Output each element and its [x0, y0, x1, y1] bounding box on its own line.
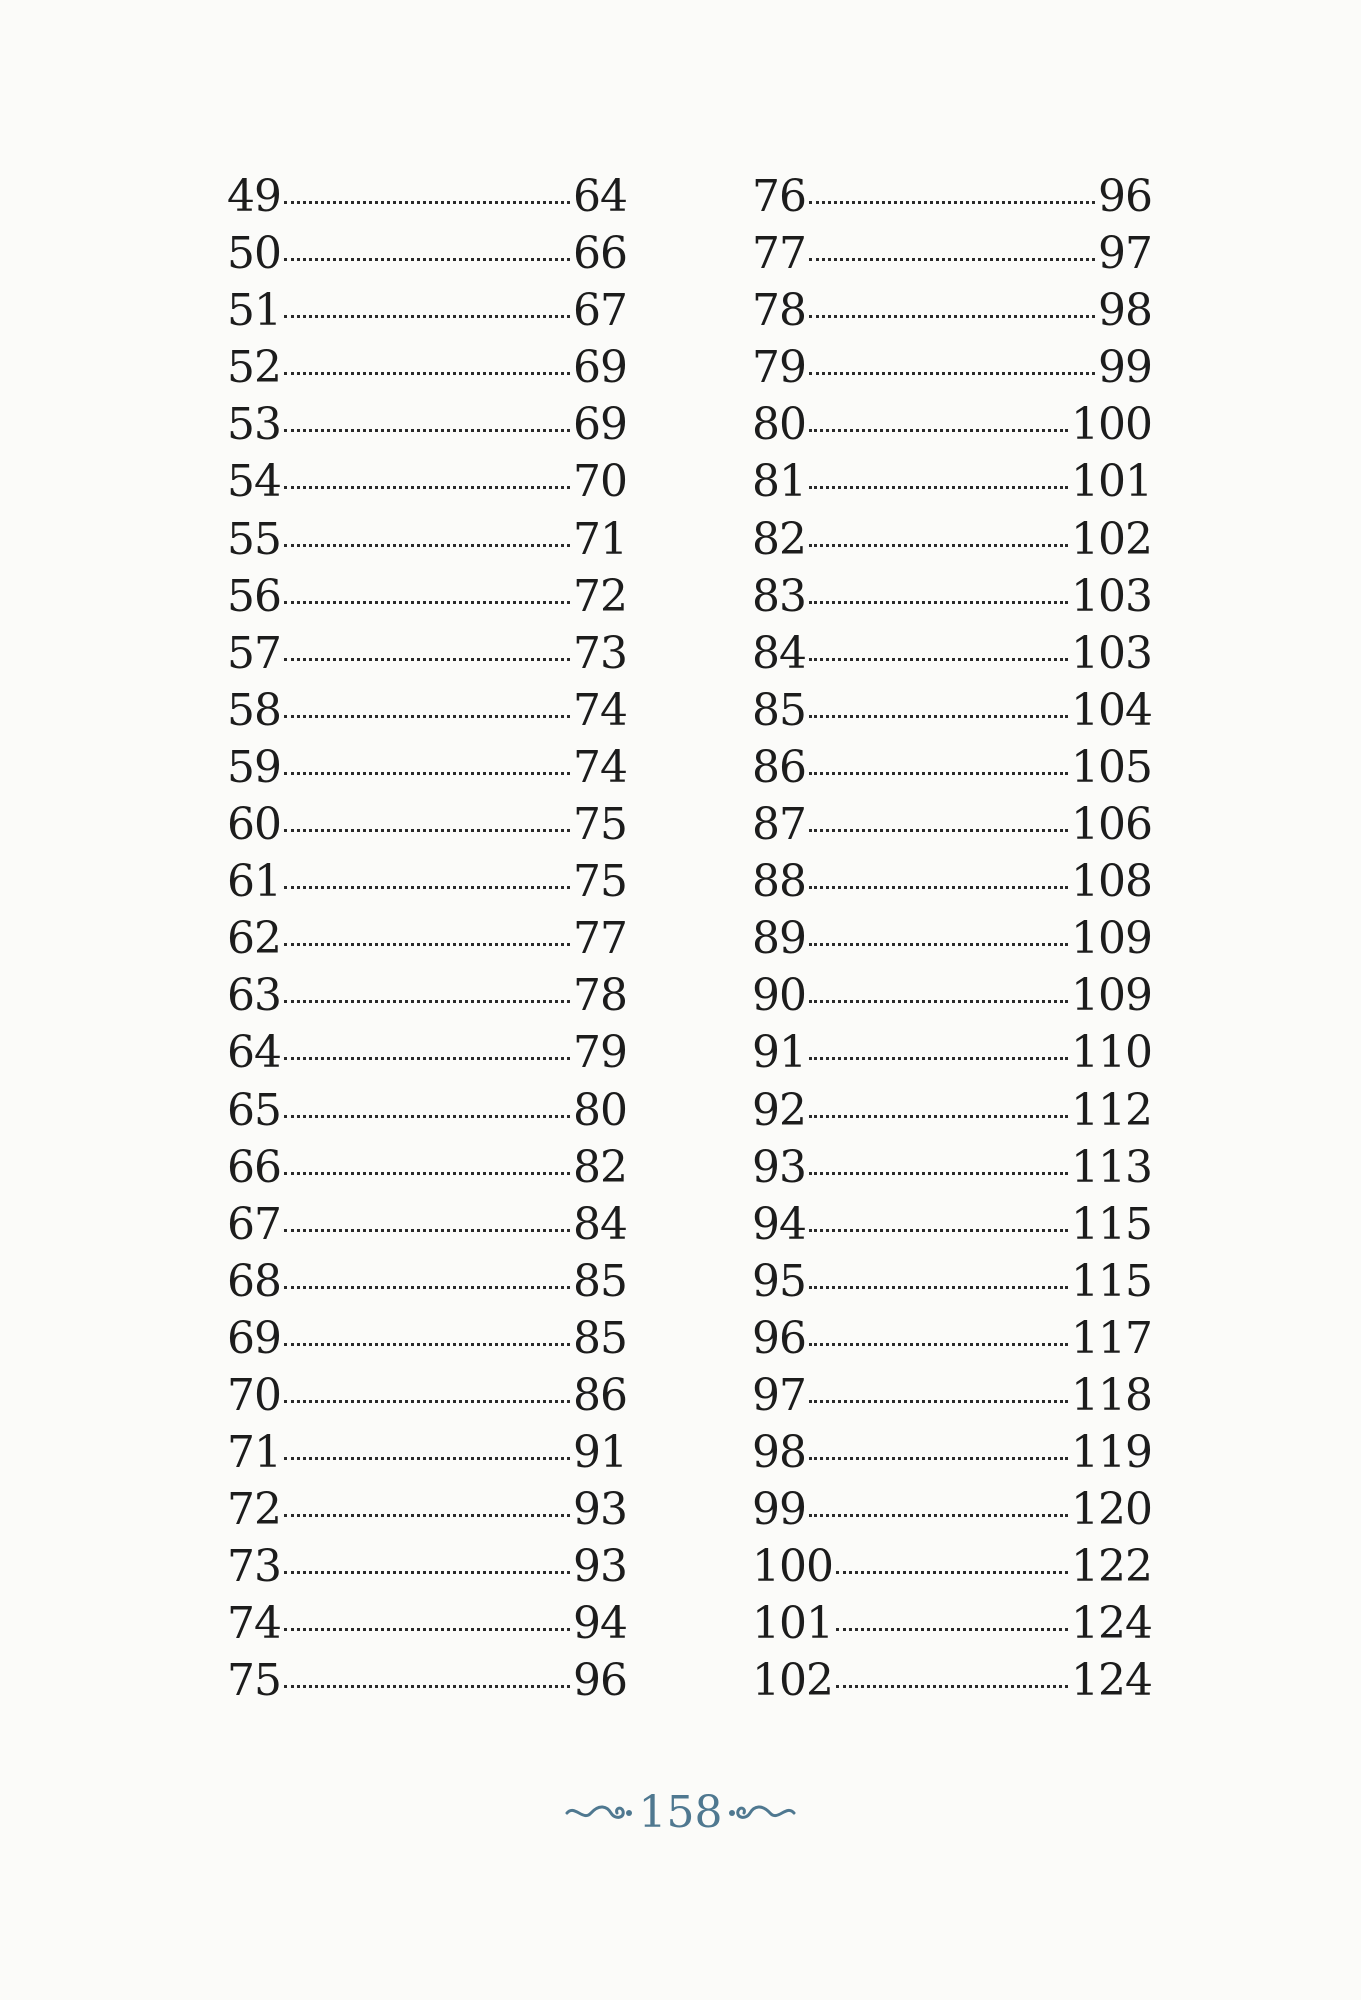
index-entry-number: 54: [227, 456, 281, 508]
index-entry-page: 72: [573, 570, 627, 622]
dot-leader: [284, 715, 570, 718]
dot-leader: [284, 1057, 570, 1060]
index-entry-page: 82: [573, 1141, 627, 1193]
dot-leader: [284, 1571, 570, 1574]
dot-leader: [284, 829, 570, 832]
index-column-left: [227, 168, 627, 1710]
index-entry: [227, 1595, 627, 1652]
index-entry-page: 102: [1071, 513, 1152, 565]
index-entry-page: 118: [1071, 1369, 1152, 1421]
index-entry: [752, 1595, 1152, 1652]
index-entry-page: 69: [573, 342, 627, 394]
index-entry: [752, 453, 1152, 510]
index-entry: [227, 796, 627, 853]
index-entry-page: 93: [573, 1541, 627, 1593]
index-entry: [752, 1253, 1152, 1310]
dot-leader: [809, 201, 1095, 204]
index-entry: [227, 967, 627, 1024]
index-entry-number: 67: [227, 1198, 281, 1250]
page-footer: [0, 1785, 1361, 1841]
dot-leader: [284, 258, 570, 261]
index-entry-page: 115: [1071, 1255, 1152, 1307]
dot-leader: [284, 429, 570, 432]
dot-leader: [284, 943, 570, 946]
dot-leader: [284, 1457, 570, 1460]
dot-leader: [809, 486, 1068, 489]
dot-leader: [284, 1115, 570, 1118]
index-entry-page: 98: [1098, 285, 1152, 337]
index-entry-page: 79: [573, 1027, 627, 1079]
index-entry: [227, 1424, 627, 1481]
index-entry: [752, 1024, 1152, 1081]
index-entry-page: 109: [1071, 970, 1152, 1022]
index-entry: [227, 853, 627, 910]
index-entry-page: 84: [573, 1198, 627, 1250]
index-entry-page: 109: [1071, 913, 1152, 965]
index-entry-page: 110: [1071, 1027, 1152, 1079]
index-entry: [227, 1024, 627, 1081]
index-entry-number: 102: [752, 1655, 833, 1707]
index-entry: [752, 339, 1152, 396]
index-entry-number: 87: [752, 799, 806, 851]
index-entry: [227, 1139, 627, 1196]
dot-leader: [284, 544, 570, 547]
index-entry-page: 67: [573, 285, 627, 337]
dot-leader: [809, 1286, 1068, 1289]
index-entry-number: 82: [752, 513, 806, 565]
index-entry-number: 77: [752, 228, 806, 280]
index-entry-page: 104: [1071, 684, 1152, 736]
index-entry: [752, 1367, 1152, 1424]
dot-leader: [809, 886, 1068, 889]
index-entry-page: 74: [573, 684, 627, 736]
index-entry-page: 86: [573, 1369, 627, 1421]
index-entry-number: 49: [227, 171, 281, 222]
dot-leader: [809, 429, 1068, 432]
index-entry-number: 89: [752, 913, 806, 965]
index-entry: [227, 910, 627, 967]
index-entry: [227, 511, 627, 568]
index-entry-number: 83: [752, 570, 806, 622]
index-entry-page: 103: [1071, 570, 1152, 622]
dot-leader: [809, 1172, 1068, 1175]
index-entry-number: 94: [752, 1198, 806, 1250]
index-entry-page: 69: [573, 399, 627, 451]
index-entry: [752, 282, 1152, 339]
index-entry: [227, 682, 627, 739]
index-entry-number: 63: [227, 970, 281, 1022]
index-entry-number: 99: [752, 1484, 806, 1536]
index-column-right: [752, 168, 1152, 1710]
index-entry-page: 101: [1071, 456, 1152, 508]
dot-leader: [809, 1115, 1068, 1118]
index-entry-number: 72: [227, 1484, 281, 1536]
dot-leader: [284, 1400, 570, 1403]
dot-leader: [284, 1000, 570, 1003]
index-entry-number: 57: [227, 627, 281, 679]
index-entry-number: 74: [227, 1598, 281, 1650]
index-entry-number: 53: [227, 399, 281, 451]
index-entry: [752, 625, 1152, 682]
index-entry-page: 115: [1071, 1198, 1152, 1250]
index-entry: [227, 396, 627, 453]
dot-leader: [809, 1000, 1068, 1003]
index-entry-number: 52: [227, 342, 281, 394]
index-entry: [227, 1082, 627, 1139]
index-entry-number: 69: [227, 1312, 281, 1364]
index-entry: [752, 682, 1152, 739]
index-entry-number: 86: [752, 741, 806, 793]
index-entry: [227, 453, 627, 510]
index-entry-number: 59: [227, 741, 281, 793]
index-entry: [227, 168, 627, 225]
index-entry-number: 78: [752, 285, 806, 337]
index-entry-page: 100: [1071, 399, 1152, 451]
index-entry: [227, 1196, 627, 1253]
index-entry-page: 91: [573, 1427, 627, 1479]
index-entry-number: 75: [227, 1655, 281, 1707]
index-entry-page: 75: [573, 856, 627, 908]
dot-leader: [809, 601, 1068, 604]
index-entry-number: 90: [752, 970, 806, 1022]
swirl-ornament-left-icon: [563, 1800, 633, 1826]
index-entry-page: 70: [573, 456, 627, 508]
dot-leader: [836, 1571, 1068, 1574]
index-entry-number: 58: [227, 684, 281, 736]
dot-leader: [809, 1514, 1068, 1517]
index-entry: [752, 796, 1152, 853]
dot-leader: [284, 772, 570, 775]
index-entry: [752, 1652, 1152, 1709]
dot-leader: [809, 1400, 1068, 1403]
index-entry: [752, 1082, 1152, 1139]
index-entry: [752, 739, 1152, 796]
index-entry-number: 65: [227, 1084, 281, 1136]
index-entry-page: 96: [1098, 171, 1152, 222]
index-entry: [227, 568, 627, 625]
index-entry-page: 119: [1071, 1427, 1152, 1479]
index-entry-page: 103: [1071, 627, 1152, 679]
dot-leader: [809, 1457, 1068, 1460]
index-entry-number: 96: [752, 1312, 806, 1364]
index-entry-number: 68: [227, 1255, 281, 1307]
index-entry-number: 79: [752, 342, 806, 394]
index-entry: [752, 225, 1152, 282]
index-entry-number: 50: [227, 228, 281, 280]
index-entry: [227, 225, 627, 282]
index-entry: [752, 511, 1152, 568]
index-entry-number: 73: [227, 1541, 281, 1593]
index-entry-number: 93: [752, 1141, 806, 1193]
dot-leader: [809, 829, 1068, 832]
index-entry-number: 85: [752, 684, 806, 736]
dot-leader: [809, 658, 1068, 661]
index-entry-number: 61: [227, 856, 281, 908]
index-entry-number: 91: [752, 1027, 806, 1079]
index-entry-number: 60: [227, 799, 281, 851]
index-entry-number: 64: [227, 1027, 281, 1079]
index-entry-page: 113: [1071, 1141, 1152, 1193]
dot-leader: [836, 1628, 1068, 1631]
dot-leader: [809, 1057, 1068, 1060]
index-entry-page: 77: [573, 913, 627, 965]
dot-leader: [284, 486, 570, 489]
index-entry: [752, 910, 1152, 967]
index-entry-page: 71: [573, 513, 627, 565]
index-entry-page: 108: [1071, 856, 1152, 908]
index-entry: [227, 625, 627, 682]
index-entry-page: 75: [573, 799, 627, 851]
index-entry-number: 98: [752, 1427, 806, 1479]
index-entry-page: 112: [1071, 1084, 1152, 1136]
index-entry: [227, 282, 627, 339]
index-entry-number: 88: [752, 856, 806, 908]
dot-leader: [284, 658, 570, 661]
index-entry-number: 100: [752, 1541, 833, 1593]
index-entry-number: 71: [227, 1427, 281, 1479]
dot-leader: [284, 1685, 570, 1688]
swirl-ornament-right-icon: [728, 1800, 798, 1826]
index-entry-page: 96: [573, 1655, 627, 1707]
dot-leader: [809, 943, 1068, 946]
index-entry-page: 73: [573, 627, 627, 679]
index-entry-page: 85: [573, 1312, 627, 1364]
index-entry-page: 124: [1071, 1598, 1152, 1650]
dot-leader: [809, 372, 1095, 375]
index-entry: [227, 1253, 627, 1310]
dot-leader: [809, 1343, 1068, 1346]
index-entry-number: 51: [227, 285, 281, 337]
dot-leader: [836, 1685, 1068, 1688]
dot-leader: [809, 315, 1095, 318]
index-entry-page: 94: [573, 1598, 627, 1650]
index-entry-page: 85: [573, 1255, 627, 1307]
dot-leader: [284, 315, 570, 318]
dot-leader: [809, 715, 1068, 718]
index-entry-page: 99: [1098, 342, 1152, 394]
index-entry-number: 92: [752, 1084, 806, 1136]
index-entry: [752, 168, 1152, 225]
dot-leader: [284, 1229, 570, 1232]
index-entry-page: 97: [1098, 228, 1152, 280]
index-entry: [227, 1481, 627, 1538]
index-entry-page: 78: [573, 970, 627, 1022]
index-entry-page: 106: [1071, 799, 1152, 851]
dot-leader: [284, 1343, 570, 1346]
dot-leader: [284, 601, 570, 604]
index-entry-number: 62: [227, 913, 281, 965]
index-entry-number: 81: [752, 456, 806, 508]
index-entry-page: 117: [1071, 1312, 1152, 1364]
index-entry: [752, 568, 1152, 625]
index-entry-page: 124: [1071, 1655, 1152, 1707]
index-entry-number: 80: [752, 399, 806, 451]
index-entry-page: 120: [1071, 1484, 1152, 1536]
index-entry: [227, 1310, 627, 1367]
index-entry: [227, 1367, 627, 1424]
index-entry: [752, 396, 1152, 453]
index-entry-page: 122: [1071, 1541, 1152, 1593]
dot-leader: [284, 1514, 570, 1517]
index-entry-number: 84: [752, 627, 806, 679]
index-entry: [227, 1538, 627, 1595]
dot-leader: [284, 1286, 570, 1289]
dot-leader: [809, 258, 1095, 261]
index-entry: [752, 967, 1152, 1024]
index-entry-page: 93: [573, 1484, 627, 1536]
dot-leader: [284, 1628, 570, 1631]
index-entry-number: 55: [227, 513, 281, 565]
index-entry: [752, 853, 1152, 910]
dot-leader: [284, 1172, 570, 1175]
index-entry-number: 66: [227, 1141, 281, 1193]
index-entry-number: 97: [752, 1369, 806, 1421]
index-entry: [752, 1139, 1152, 1196]
index-entry: [752, 1538, 1152, 1595]
index-entry: [752, 1481, 1152, 1538]
dot-leader: [809, 772, 1068, 775]
index-entry-number: 76: [752, 171, 806, 222]
index-entry: [227, 1652, 627, 1709]
index-entry-page: 74: [573, 741, 627, 793]
index-entry-page: 64: [573, 171, 627, 222]
dot-leader: [284, 886, 570, 889]
index-entry: [752, 1424, 1152, 1481]
index-entry: [752, 1196, 1152, 1253]
index-entry-page: 105: [1071, 741, 1152, 793]
index-entry-number: 95: [752, 1255, 806, 1307]
dot-leader: [809, 544, 1068, 547]
index-entry: [227, 339, 627, 396]
dot-leader: [284, 372, 570, 375]
index-entry: [752, 1310, 1152, 1367]
index-entry: [227, 739, 627, 796]
index-entry-number: 56: [227, 570, 281, 622]
index-entry-page: 80: [573, 1084, 627, 1136]
page-number: 158: [638, 1787, 723, 1838]
dot-leader: [284, 201, 570, 204]
dot-leader: [809, 1229, 1068, 1232]
index-entry-number: 101: [752, 1598, 833, 1650]
index-entry-page: 66: [573, 228, 627, 280]
index-entry-number: 70: [227, 1369, 281, 1421]
